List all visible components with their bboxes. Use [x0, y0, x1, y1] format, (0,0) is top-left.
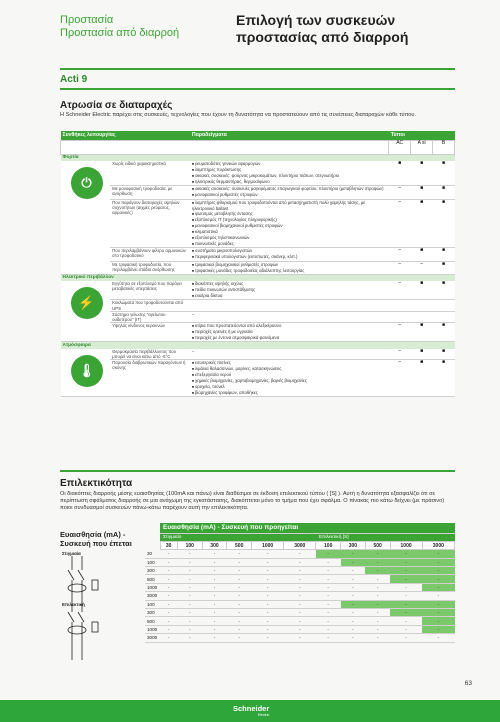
type-mark: – [389, 281, 411, 300]
group-header: Ατμόσφαιρα [61, 342, 455, 349]
example-item: ■ κλιματιστικά [192, 229, 387, 235]
row-sensitivity: 100 [145, 558, 160, 566]
header-section-label [60, 14, 179, 40]
example-item: ■ ρευματοδότες γενικών εφαρμογών [192, 161, 387, 167]
selectivity-cell: - [390, 567, 422, 575]
selectivity-cell: - [227, 575, 252, 583]
selectivity-cell: - [177, 558, 202, 566]
type-mark: ■ [433, 186, 455, 199]
selectivity-cell: - [202, 583, 227, 591]
group-header: Ηλεκτρικό περιβάλλον [61, 274, 455, 281]
type-ac: AC [389, 140, 411, 154]
selectivity-cell: - [365, 609, 390, 617]
category-icon-cell [61, 281, 111, 341]
selectivity-cell: - [316, 583, 341, 591]
col-header-examples: Παραδείγματα [190, 131, 389, 140]
selectivity-cell: - [365, 625, 390, 633]
type-mark [411, 311, 433, 322]
selectivity-cell: - [284, 575, 316, 583]
examples-cell [190, 199, 389, 248]
group-selective: Επιλεκτική [S] [316, 533, 455, 541]
example-item: ■ εξοπλισμός IT (τεχνολογίας πληροφορικής) [192, 217, 387, 223]
table-row [61, 186, 455, 199]
example-item: ■ περιοχές με έντονα ατμοσφαιρικά φαινόμενα [192, 335, 387, 341]
selectivity-cell: - [177, 600, 202, 608]
examples-cell [190, 359, 389, 397]
condition-cell: Θερμοκρασία περιβάλλοντος που μπορεί να είναι κάτω από -5°C [110, 349, 190, 360]
breaker-diagram-icon [60, 556, 125, 664]
selectivity-cell: - [177, 625, 202, 633]
example-item: ■ βιομηχανίες τροφίμων, αποθήκες [192, 390, 387, 396]
example-item: ■ τριφασικοί βιομηχανικοί ρυθμιστές στροφών [192, 262, 387, 268]
example-item: ■ συστήματα μικροϋπολογιστών [192, 248, 387, 254]
selectivity-cell: - [160, 583, 177, 591]
type-mark: ■ [433, 359, 455, 397]
type-mark: ■ [411, 161, 433, 186]
header-category: Προστασία [60, 14, 114, 26]
col-header-types: Τύποι [389, 131, 455, 140]
selectivity-cell: - [390, 558, 422, 566]
selectivity-cell: - [316, 550, 341, 558]
example-item: ■ ορυχεία, τούνελ [192, 384, 387, 390]
divider [60, 88, 455, 90]
selectivity-cell: - [160, 567, 177, 575]
selectivity-cell: - [341, 567, 366, 575]
condition-cell: Που περιλαμβάνουν φίλτρο αρμονικών στο τροφοδοτικό [110, 248, 190, 261]
sensitivity-col: 3000 [284, 541, 316, 549]
selectivity-cell: - [365, 600, 390, 608]
table-row [61, 359, 455, 397]
selectivity-cell: - [202, 567, 227, 575]
condition-cell: Που παράγουν διαταραχές υψηλών συχνοτήτων (αιχμές ρεύματος, αρμονικές) [110, 199, 190, 248]
selectivity-cell: - [365, 617, 390, 625]
selectivity-cell: - [160, 550, 177, 558]
selectivity-cell: - [202, 592, 227, 600]
type-mark: ■ [433, 322, 455, 341]
type-mark: ■ [389, 161, 411, 186]
selectivity-cell: - [202, 558, 227, 566]
example-item: ■ μονοφασικοί βιομηχανικοί ρυθμιστές στροφών [192, 223, 387, 229]
sensitivity-col: 100 [316, 541, 341, 549]
row-sensitivity: 300 [145, 609, 160, 617]
selectivity-cell: - [252, 617, 284, 625]
selectivity-cell: - [160, 609, 177, 617]
example-item: ■ οικιακές συσκευές: συσκευές μαγειρέματος επαγωγικού φορτίου, πλυντήριο (μεταβλητών στροφών) [192, 186, 387, 192]
selectivity-cell: - [390, 600, 422, 608]
sensitivity-col: 1000 [390, 541, 422, 549]
selectivity-cell: - [365, 558, 390, 566]
selectivity-cell: - [341, 550, 366, 558]
example-item: ■ περιφερειακά υπολογιστών (εκτυπωτές, σκάνερ, κλπ.) [192, 254, 387, 260]
example-item: ■ διακόπτες υψηλής ισχύος [192, 281, 387, 287]
selectivity-cell: - [227, 634, 252, 642]
selectivity-cell: - [252, 583, 284, 591]
selectivity-cell: - [422, 575, 454, 583]
selectivity-cell: - [422, 634, 454, 642]
type-mark: ■ [411, 248, 433, 261]
sensitivity-col: 3000 [422, 541, 454, 549]
type-mark: ■ [433, 261, 455, 274]
selectivity-cell: - [202, 600, 227, 608]
type-mark: – [389, 349, 411, 360]
type-asi: A si [411, 140, 433, 154]
table-row [61, 349, 455, 360]
selectivity-cell: - [341, 600, 366, 608]
selectivity-cell: - [227, 558, 252, 566]
selectivity-cell: - [177, 609, 202, 617]
type-mark [389, 311, 411, 322]
selectivity-cell: - [227, 592, 252, 600]
sensitivity-col: 300 [202, 541, 227, 549]
table-row [61, 322, 455, 341]
selectivity-cell: - [252, 634, 284, 642]
selectivity-cell: - [177, 617, 202, 625]
selectivity-cell: - [390, 592, 422, 600]
type-mark [433, 300, 455, 311]
row-sensitivity: 1000 [145, 625, 160, 633]
table-row [61, 281, 455, 300]
selectivity-cell: - [227, 609, 252, 617]
selectivity-cell: - [202, 634, 227, 642]
condition-cell: Εγγύτητα σε εξοπλισμό που παράγει μεταβατικές υπερτάσεις [110, 281, 190, 300]
examples-cell [190, 248, 389, 261]
selectivity-cell: - [177, 592, 202, 600]
selectivity-cell: - [202, 550, 227, 558]
selectivity-cell: - [252, 625, 284, 633]
selectivity-cell: - [316, 567, 341, 575]
selectivity-cell: - [316, 575, 341, 583]
subheader-spacer [61, 140, 389, 154]
selectivity-cell: - [341, 617, 366, 625]
page-title [236, 12, 408, 46]
sensitivity-col: 1000 [252, 541, 284, 549]
selectivity-cell: - [365, 592, 390, 600]
example-item: ■ επεξεργασία νερού [192, 372, 387, 378]
type-mark: – [389, 248, 411, 261]
examples-cell [190, 322, 389, 341]
example-item: ■ πυκνωτικές μονάδες [192, 241, 387, 247]
selectivity-cell: - [252, 592, 284, 600]
selectivity-cell: - [284, 583, 316, 591]
type-mark: ■ [433, 281, 455, 300]
selectivity-cell: - [316, 617, 341, 625]
selectivity-cell: - [284, 550, 316, 558]
selectivity-cell: - [422, 558, 454, 566]
selectivity-cell: - [252, 550, 284, 558]
selectivity-cell: - [177, 567, 202, 575]
selectivity-cell: - [422, 592, 454, 600]
example-item: ■ λαμπτήρες πυράκτωσης [192, 167, 387, 173]
examples-cell [190, 161, 389, 186]
type-mark: – [411, 261, 433, 274]
selectivity-cell: - [160, 600, 177, 608]
footer-bar [0, 700, 500, 722]
selectivity-cell: - [341, 583, 366, 591]
selectivity-cell: - [177, 550, 202, 558]
selectivity-cell: - [284, 634, 316, 642]
selectivity-cell: - [177, 583, 202, 591]
example-item: ■ ηλεκτρικός θερμαντήρας, θερμοσίφωνο [192, 179, 387, 185]
type-mark: ■ [411, 186, 433, 199]
selectivity-cell: - [390, 609, 422, 617]
selectivity-cell: - [316, 600, 341, 608]
title-line-2: προστασίας από διαρροή [236, 29, 409, 45]
type-mark: ■ [433, 161, 455, 186]
condition-cell: Σύστημα γείωσης "αγείωτου ουδετέρου" (IT) [110, 311, 190, 322]
selectivity-cell: - [422, 550, 454, 558]
example-item: ■ χημικές βιομηχανίες, χαρτοβιομηχανίες, βαριές βιομηχανίες [192, 378, 387, 384]
selectivity-cell: - [365, 567, 390, 575]
type-b: B [433, 140, 455, 154]
type-mark: – [389, 186, 411, 199]
selectivity-cell: - [341, 609, 366, 617]
type-mark: ■ [411, 281, 433, 300]
selectivity-cell: - [341, 634, 366, 642]
downstream-label: Ευαισθησία (mA) - Συσκευή που έπεται [60, 530, 132, 548]
type-mark: ■ [411, 349, 433, 360]
example-item: ■ λιμάνια θαλασσινών, μαρίνες, κατασκηνώσεις [192, 366, 387, 372]
selectivity-cell: - [365, 575, 390, 583]
example-item: ■ οικιακές συσκευές: φούρνος μικροκυμάτων, πλυντήριο πιάτων, στεγνωτήριο [192, 173, 387, 179]
type-mark: ■ [433, 199, 455, 248]
type-mark: ■ [411, 359, 433, 397]
condition-cell: Υψηλός κίνδυνος κεραυνών [110, 322, 190, 341]
sensitivity-col: 500 [227, 541, 252, 549]
selectivity-cell: - [227, 550, 252, 558]
selectivity-cell: - [160, 592, 177, 600]
type-mark: – [389, 359, 411, 397]
table-row [61, 161, 455, 186]
selectivity-cell: - [160, 634, 177, 642]
selectivity-cell: - [390, 625, 422, 633]
selectivity-cell: - [390, 617, 422, 625]
selectivity-cell: - [390, 634, 422, 642]
selectivity-cell: - [316, 634, 341, 642]
selectivity-cell: - [390, 583, 422, 591]
row-sensitivity: 500 [145, 575, 160, 583]
sensitivity-col: 300 [341, 541, 366, 549]
selectivity-cell: - [341, 575, 366, 583]
sensitivity-col: 100 [177, 541, 202, 549]
group-instant: Στιγμιαίο [160, 533, 316, 541]
selectivity-cell: - [365, 634, 390, 642]
selectivity-cell: - [422, 625, 454, 633]
row-group-label: Στιγμιαία [62, 551, 81, 557]
row-sensitivity: 3000 [145, 592, 160, 600]
example-item: ■ εσωτερικές πισίνες [192, 360, 387, 366]
selectivity-cell: - [202, 609, 227, 617]
row-sensitivity: 100 [145, 600, 160, 608]
selectivity-cell: - [160, 558, 177, 566]
selectivity-cell: - [284, 558, 316, 566]
type-mark: – [389, 322, 411, 341]
selectivity-cell: - [341, 558, 366, 566]
row-sensitivity: 30 [145, 550, 160, 558]
selectivity-cell: - [202, 575, 227, 583]
examples-cell [190, 349, 389, 360]
examples-cell [190, 261, 389, 274]
thermometer-icon: 🌡 [71, 355, 103, 387]
section-title: Επιλεκτικότητα [60, 478, 133, 489]
selectivity-cell: - [316, 558, 341, 566]
selectivity-cell: - [341, 592, 366, 600]
selectivity-cell: - [252, 609, 284, 617]
example-item: ■ τριφασικές μονάδες τροφοδοσίας αδιάλειπτης λειτουργίας [192, 268, 387, 274]
row-sensitivity: 3000 [145, 634, 160, 642]
selectivity-cell: - [422, 609, 454, 617]
divider [60, 470, 455, 472]
table-row [61, 300, 455, 311]
table-row [61, 311, 455, 322]
selectivity-cell: - [252, 575, 284, 583]
table-row [61, 248, 455, 261]
row-group-label: Επιλεκτική [62, 601, 85, 607]
selectivity-cell: - [390, 550, 422, 558]
type-mark [411, 300, 433, 311]
selectivity-cell: - [252, 600, 284, 608]
example-item: – [191, 311, 195, 317]
selectivity-cell: - [316, 609, 341, 617]
sensitivity-col: 30 [160, 541, 177, 549]
condition-cell: Με τριφασική τροφοδοσία, που περιλαμβάνει στάδιο ανόρθωσης [110, 261, 190, 274]
type-mark: ■ [411, 199, 433, 248]
selectivity-cell: - [284, 609, 316, 617]
type-mark: ■ [433, 248, 455, 261]
examples-cell [190, 300, 389, 311]
section-intro: Οι διακόπτες διαρροής μέσης ευαισθησίας (100mA και πάνω) είναι διαθέσιμοι σε έκδοση επιλεκτικού τύπου ( [S] ). Αυτή η δυνατότητα εξασφαλίζει ότι σε περίπτωση σφάλματος διαρροής σε μια ανάχωμη της εγκατάστασης, διακόπτεται μόνο το τμήμα που έχει σφάλμα. Ο πίνακας πιο κάτω δείχνει (με πράσινο) ποιοι συνδυασμοί συσκευών πάνω-κάτω παρέχουν αυτή την επιλεκτικότητα. [60, 491, 445, 511]
selectivity-cell: - [341, 625, 366, 633]
table-row [61, 261, 455, 274]
condition-cell: Με μονοφασική τροφοδοσία, με ανόρθωση [110, 186, 190, 199]
selectivity-cell: - [160, 625, 177, 633]
condition-cell: Χωρίς ειδικό χαρακτηριστικό [110, 161, 190, 186]
section-title: Ατρωσία σε διαταραχές [60, 100, 173, 111]
selectivity-cell: - [284, 617, 316, 625]
type-mark: ■ [411, 322, 433, 341]
selectivity-cell: - [284, 567, 316, 575]
selectivity-cell: - [252, 558, 284, 566]
selectivity-cell: - [160, 617, 177, 625]
col-header-conditions: Συνθήκες λειτουργίας [61, 131, 190, 140]
condition-cell: Παρουσία διαβρωτικών παραγόντων ή σκόνης [110, 359, 190, 397]
selectivity-cell: - [422, 567, 454, 575]
divider [60, 68, 455, 70]
condition-cell: Κυκλώματα που τροφοδοτούνται από UPS [110, 300, 190, 311]
example-item: ■ λαμπτήρες φθορισμού που τροφοδοτούνται από μετασχηματιστή πολύ χαμηλής τάσης, με ηλεκτρονικό ballast [192, 200, 387, 211]
selectivity-cell: - [160, 575, 177, 583]
selectivity-cell: - [284, 600, 316, 608]
selectivity-cell: - [227, 567, 252, 575]
page-number: 63 [464, 680, 472, 687]
brand-label: Acti 9 [60, 74, 88, 85]
category-icon-cell [61, 161, 111, 274]
header-subcategory: Προστασία από διαρροή [60, 27, 180, 39]
selectivity-cell: - [227, 583, 252, 591]
selectivity-cell: - [422, 600, 454, 608]
category-icon-cell [61, 349, 111, 397]
selectivity-cell: - [284, 625, 316, 633]
type-mark: – [389, 261, 411, 274]
selectivity-cell: - [422, 583, 454, 591]
sensitivity-col: 500 [365, 541, 390, 549]
selectivity-cell: - [227, 617, 252, 625]
row-sensitivity: 1000 [145, 583, 160, 591]
example-item: ■ εξοπλισμός τηλεπικοινωνιών [192, 235, 387, 241]
group-header: Φορτία [61, 154, 455, 161]
table-row [61, 199, 455, 248]
type-mark: – [389, 199, 411, 248]
example-item: – [191, 348, 195, 354]
example-item: ■ μονοφασικοί ρυθμιστές στροφών [192, 192, 387, 198]
selectivity-cell: - [227, 600, 252, 608]
section-intro: Η Schneider Electric παρέχει στις συσκευές, τεχνολογίες που έχουν τη δυνατότητα να προστατεύουν από τις συνέπειες διαταραχών κάθε τύπου. [60, 112, 417, 118]
row-sensitivity: 500 [145, 617, 160, 625]
selectivity-cell: - [365, 550, 390, 558]
type-mark: ■ [433, 349, 455, 360]
selectivity-cell: - [202, 617, 227, 625]
example-item: ■ κτίρια που προστατεύονται από αλεξικέραυνο [192, 323, 387, 329]
selectivity-title: Ευαισθησία (mA) - Συσκευή που προηγείται [160, 523, 455, 533]
type-mark [433, 311, 455, 322]
example-item: ■ φωτισμός μεταβλητής έντασης [192, 211, 387, 217]
lightning-icon: ⚡ [71, 287, 103, 319]
examples-cell [190, 281, 389, 300]
schneider-logo: Schneider Electric [233, 704, 270, 717]
row-sensitivity: 300 [145, 567, 160, 575]
selectivity-cell: - [202, 625, 227, 633]
selectivity-cell: - [316, 592, 341, 600]
examples-cell [190, 311, 389, 322]
selectivity-cell: - [177, 634, 202, 642]
selectivity-cell: - [390, 575, 422, 583]
selectivity-cell: - [177, 575, 202, 583]
selectivity-cell: - [316, 625, 341, 633]
selectivity-cell: - [227, 625, 252, 633]
type-mark [389, 300, 411, 311]
selectivity-cell: - [422, 617, 454, 625]
selectivity-cell: - [252, 567, 284, 575]
examples-cell [190, 186, 389, 199]
title-line-1: Επιλογή των συσκευών [236, 12, 396, 28]
selectivity-cell: - [284, 592, 316, 600]
immunity-table [60, 131, 455, 397]
selectivity-cell: - [365, 583, 390, 591]
plug-icon: ⏻ [71, 167, 103, 199]
example-item: ■ εναέρια δίκτυα [192, 293, 387, 299]
example-item: ■ περιοχές ορεινές ή με υγρασία [192, 329, 387, 335]
example-item: ■ πεδία πυκνωτών αντιστάθμισης [192, 287, 387, 293]
